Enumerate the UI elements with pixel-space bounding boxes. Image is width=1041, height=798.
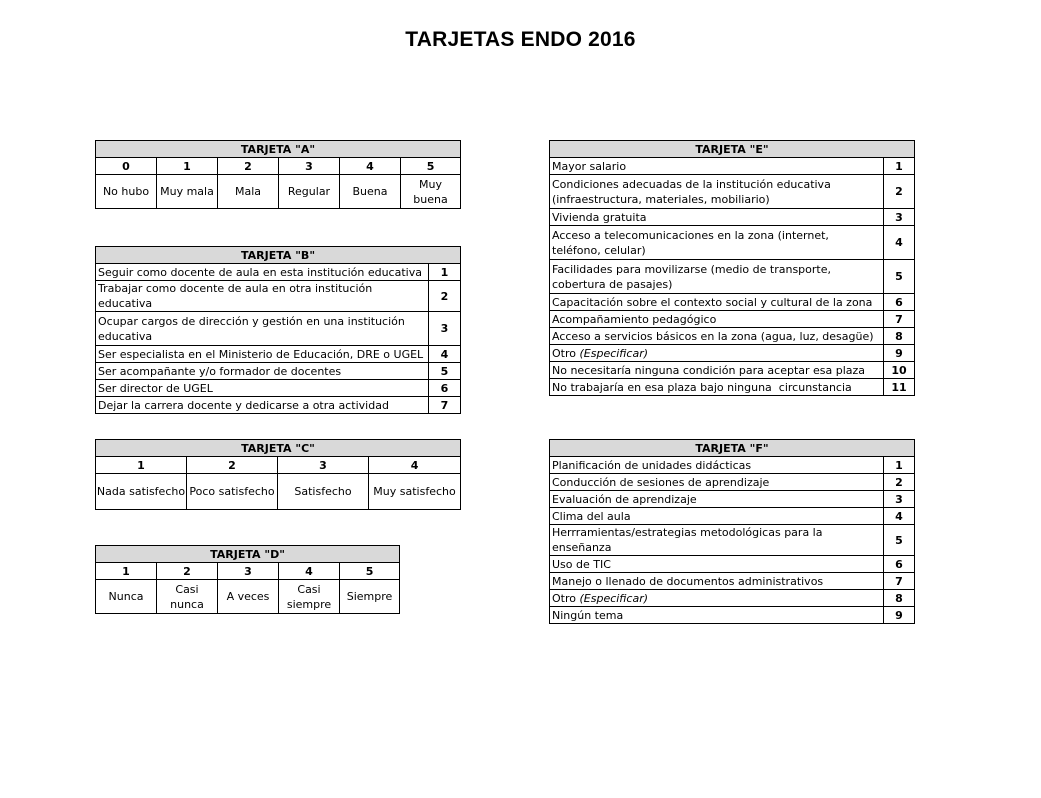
card-c-number: 3 xyxy=(278,457,369,474)
card-c-title: TARJETA "C" xyxy=(96,440,461,457)
card-c-label: Nada satisfecho xyxy=(96,474,187,510)
card-a-label: Mala xyxy=(218,175,279,209)
card-e-other-note: (Especificar) xyxy=(579,346,649,360)
card-e-item-number: 2 xyxy=(884,175,915,209)
card-d-number: 5 xyxy=(340,563,400,580)
card-b-item-number: 1 xyxy=(429,264,461,281)
card-b-item-number: 2 xyxy=(429,281,461,312)
card-e-item-number: 9 xyxy=(884,345,915,362)
card-c-label: Muy satisfecho xyxy=(369,474,461,510)
card-d-label: Casi siempre xyxy=(279,580,340,614)
card-f-item-number: 4 xyxy=(884,508,915,525)
card-d-label: A veces xyxy=(218,580,279,614)
card-f-item-number: 3 xyxy=(884,491,915,508)
card-e-item-number: 11 xyxy=(884,379,915,396)
card-b-item-label: Ser acompañante y/o formador de docentes xyxy=(96,363,429,380)
card-d-number: 3 xyxy=(218,563,279,580)
card-e-item-number: 1 xyxy=(884,158,915,175)
card-f-item-number: 9 xyxy=(884,607,915,624)
card-d-label: Casi nunca xyxy=(157,580,218,614)
card-f-item-label: Herrramientas/estrategias metodológicas para la enseñanza xyxy=(550,525,884,556)
card-d-number: 2 xyxy=(157,563,218,580)
card-a-title: TARJETA "A" xyxy=(96,141,461,158)
card-a-label: Muy buena xyxy=(401,175,461,209)
card-f-item-label xyxy=(550,590,884,607)
card-e-item-label: Acompañamiento pedagógico xyxy=(550,311,884,328)
card-e-item-label: Vivienda gratuita xyxy=(550,209,884,226)
card-d-number: 4 xyxy=(279,563,340,580)
card-e-item-number: 6 xyxy=(884,294,915,311)
card-e-item-number: 7 xyxy=(884,311,915,328)
card-c-number: 2 xyxy=(187,457,278,474)
card-e-item-number: 8 xyxy=(884,328,915,345)
card-a-label: Buena xyxy=(340,175,401,209)
card-d-table xyxy=(95,545,400,614)
card-b-item-label: Ser especialista en el Ministerio de Educación, DRE o UGEL xyxy=(96,346,429,363)
card-b-item-label: Dejar la carrera docente y dedicarse a otra actividad xyxy=(96,397,429,414)
card-e-other-label: Otro xyxy=(552,346,576,360)
card-b-item-number: 4 xyxy=(429,346,461,363)
card-c-number: 1 xyxy=(96,457,187,474)
card-e-item-label xyxy=(550,345,884,362)
card-e-item-label: No trabajaría en esa plaza bajo ninguna circunstancia xyxy=(550,379,884,396)
card-a-label: Muy mala xyxy=(157,175,218,209)
card-b-item-number: 5 xyxy=(429,363,461,380)
card-e-item-label: Acceso a telecomunicaciones en la zona (internet, teléfono, celular) xyxy=(550,226,884,260)
card-e-item-number: 3 xyxy=(884,209,915,226)
card-f-item-number: 2 xyxy=(884,474,915,491)
card-c-number: 4 xyxy=(369,457,461,474)
card-f-item-number: 5 xyxy=(884,525,915,556)
card-d-label: Nunca xyxy=(96,580,157,614)
card-c-label: Satisfecho xyxy=(278,474,369,510)
card-a-number: 2 xyxy=(218,158,279,175)
card-f-item-label: Clima del aula xyxy=(550,508,884,525)
card-e-item-number: 5 xyxy=(884,260,915,294)
card-a-table xyxy=(95,140,461,209)
card-a-number: 3 xyxy=(279,158,340,175)
card-d-label: Siempre xyxy=(340,580,400,614)
card-a-number: 1 xyxy=(157,158,218,175)
card-e-item-label: Condiciones adecuadas de la institución educativa (infraestructura, materiales, mobiliario) xyxy=(550,175,884,209)
card-d-number: 1 xyxy=(96,563,157,580)
card-e-title: TARJETA "E" xyxy=(550,141,915,158)
card-c-label: Poco satisfecho xyxy=(187,474,278,510)
card-f-other-label: Otro xyxy=(552,591,576,605)
card-b-item-label: Ser director de UGEL xyxy=(96,380,429,397)
card-b-item-label: Ocupar cargos de dirección y gestión en una institución educativa xyxy=(96,312,429,346)
card-b-item-label: Seguir como docente de aula en esta institución educativa xyxy=(96,264,429,281)
card-f-item-number: 8 xyxy=(884,590,915,607)
card-f-item-label: Uso de TIC xyxy=(550,556,884,573)
card-b-item-number: 6 xyxy=(429,380,461,397)
card-e-item-label: Facilidades para movilizarse (medio de transporte, cobertura de pasajes) xyxy=(550,260,884,294)
card-f-item-number: 7 xyxy=(884,573,915,590)
card-f-item-label: Planificación de unidades didácticas xyxy=(550,457,884,474)
card-b-item-number: 3 xyxy=(429,312,461,346)
card-e-item-label: No necesitaría ninguna condición para aceptar esa plaza xyxy=(550,362,884,379)
card-b-title: TARJETA "B" xyxy=(96,247,461,264)
card-a-number: 5 xyxy=(401,158,461,175)
card-e-item-label: Mayor salario xyxy=(550,158,884,175)
card-f-table xyxy=(549,439,915,624)
card-b-table xyxy=(95,246,461,414)
card-e-item-number: 4 xyxy=(884,226,915,260)
card-e-item-label: Acceso a servicios básicos en la zona (agua, luz, desagüe) xyxy=(550,328,884,345)
card-f-item-number: 1 xyxy=(884,457,915,474)
card-b-item-label: Trabajar como docente de aula en otra institución educativa xyxy=(96,281,429,312)
card-f-item-label: Conducción de sesiones de aprendizaje xyxy=(550,474,884,491)
card-a-label: Regular xyxy=(279,175,340,209)
card-e-item-number: 10 xyxy=(884,362,915,379)
card-a-number: 0 xyxy=(96,158,157,175)
card-f-other-note: (Especificar) xyxy=(579,591,649,605)
card-f-title: TARJETA "F" xyxy=(550,440,915,457)
card-f-item-number: 6 xyxy=(884,556,915,573)
card-a-number: 4 xyxy=(340,158,401,175)
card-f-item-label: Evaluación de aprendizaje xyxy=(550,491,884,508)
card-a-label: No hubo xyxy=(96,175,157,209)
card-c-table xyxy=(95,439,461,510)
card-f-item-label: Ningún tema xyxy=(550,607,884,624)
card-d-title: TARJETA "D" xyxy=(96,546,400,563)
card-b-item-number: 7 xyxy=(429,397,461,414)
page-title: TARJETAS ENDO 2016 xyxy=(405,28,636,51)
card-f-item-label: Manejo o llenado de documentos administrativos xyxy=(550,573,884,590)
card-e-table xyxy=(549,140,915,396)
card-e-item-label: Capacitación sobre el contexto social y cultural de la zona xyxy=(550,294,884,311)
